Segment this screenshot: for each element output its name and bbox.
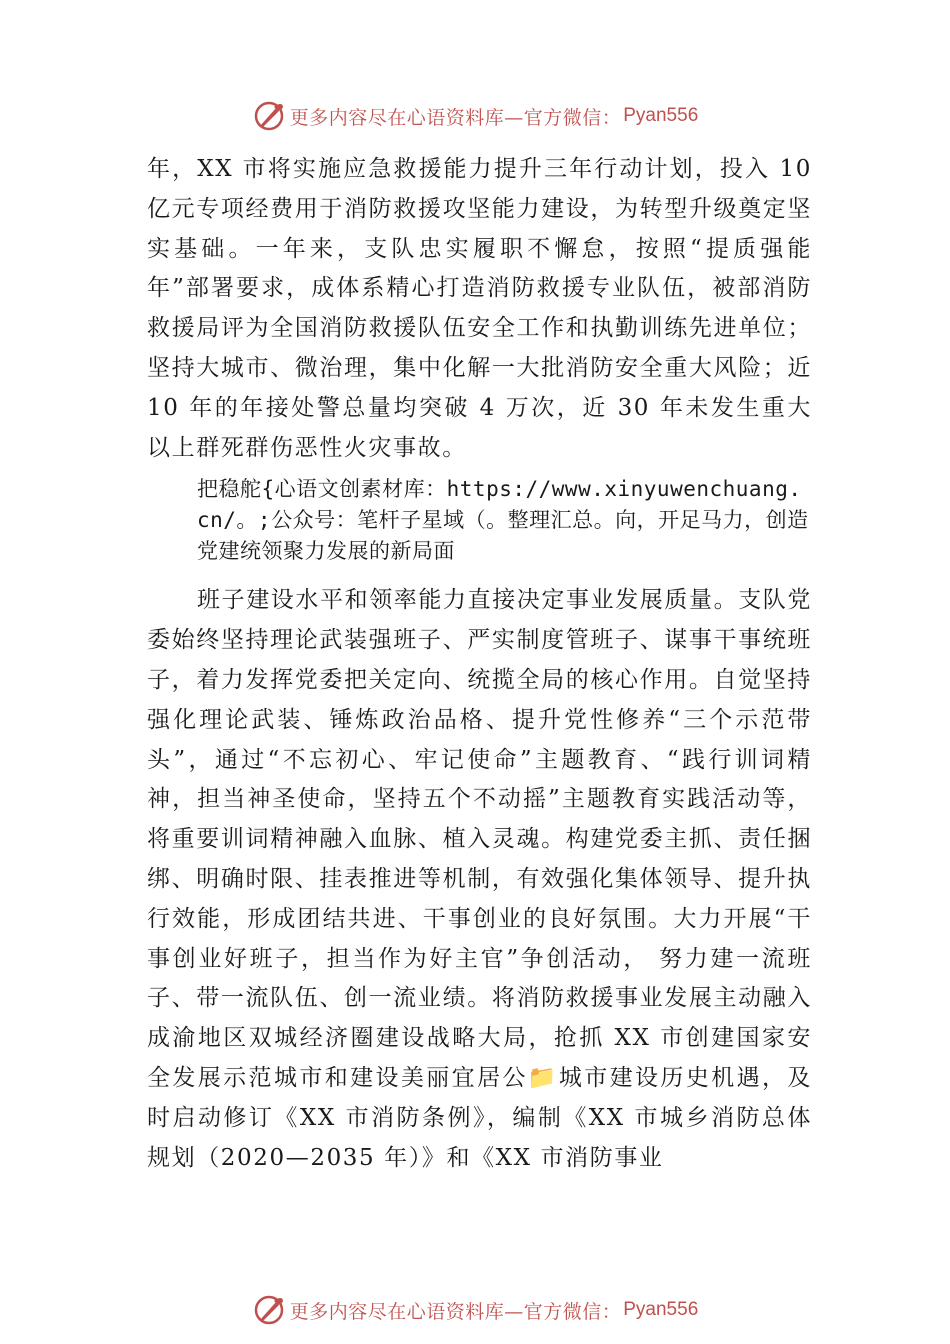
document-body [147,150,812,1178]
header-banner-text: 更多内容尽在心语资料库—官方微信： [289,106,622,129]
quill-pen-logo-icon [252,1293,286,1327]
section-heading: 把稳舵{心语文创素材库：https://www.xinyuwenchuang.cn/。;公众号：笔杆子星域（。整理汇总。向，开足马力，创造党建统领聚力发展的新局面 [197,477,809,564]
paragraph-1: 年，XX 市将实施应急救援能力提升三年行动计划，投入 10 亿元专项经费用于消防救援攻坚能力建设，为转型升级奠定坚实基础。一年来，支队忠实履职不懈怠，按照“提质强能年”部署要求，成体系精心打造消防救援专业队伍，被部消防救援局评为全国消防救援队伍安全工作和执勤训练先进单位；坚持大城市、微治理，集中化解一大批消防安全重大风险；近 10 年的年接处警总量均突破 4 万次，近 30 年未发生重大以上群死群伤恶性火灾事故。 [147,156,812,461]
header-banner [0,96,950,136]
footer-banner [0,1290,950,1330]
paragraph-2: 班子建设水平和领率能力直接决定事业发展质量。支队党委始终坚持理论武装强班子、严实制度管班子、谋事干事统班子，着力发挥党委把关定向、统揽全局的核心作用。自觉坚持强化理论武装、锤炼政治品格、提升党性修养“三个示范带头”，通过“不忘初心、牢记使命”主题教育、“践行训词精神，担当神圣使命，坚持五个不动摇”主题教育实践活动等，将重要训词精神融入血脉、植入灵魂。构建党委主抓、责任捆绑、明确时限、挂表推进等机制，有效强化集体领导、提升执行效能，形成团结共进、干事创业的良好氛围。大力开展“干事创业好班子，担当作为好主官”争创活动， 努力建一流班子、带一流队伍、创一流业绩。将消防救援事业发展主动融入成渝地区双城经济圈建设战略大局，抢抓 XX 市创建国家安全发展示范城市和建设美丽宜居公📁城市建设历史机遇，及时启动修订《XX 市消防条例》，编制《XX 市城乡消防总体规划（2020—2035 年）》和《XX 市消防事业 [147,587,812,1171]
quill-pen-logo-icon [252,99,286,133]
header-banner-contact: Pyan556 [623,105,699,126]
footer-banner-contact: Pyan556 [623,1299,699,1320]
footer-banner-text: 更多内容尽在心语资料库—官方微信： [289,1300,622,1323]
